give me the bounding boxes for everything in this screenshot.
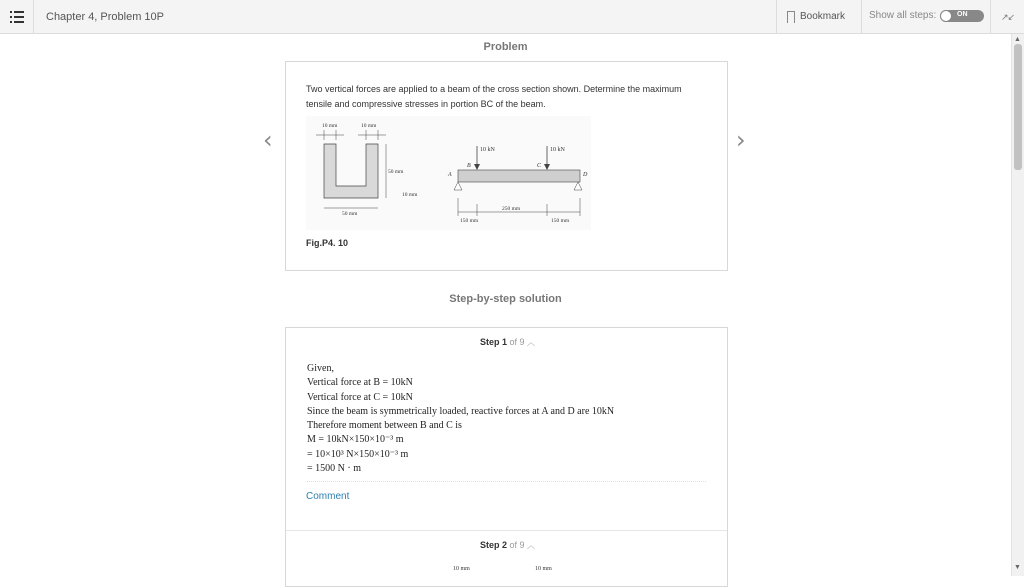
chapter-title: Chapter 4, Problem 10P: [46, 11, 165, 23]
comment-link[interactable]: Comment: [306, 491, 350, 502]
menu-button[interactable]: [0, 0, 34, 34]
dim-10mm-left: 10 mm: [322, 123, 338, 129]
solution-heading: Step-by-step solution: [449, 293, 562, 305]
point-c-label: C: [537, 163, 542, 169]
solution-line: M = 10kN×150×10⁻³ m: [307, 434, 404, 446]
toggle-knob: [940, 10, 952, 22]
bookmark-button[interactable]: [776, 0, 862, 34]
chevron-up-icon[interactable]: ︿: [527, 541, 536, 550]
dim-10mm-bottom: 10 mm: [402, 192, 418, 198]
show-all-steps-toggle[interactable]: [940, 10, 984, 22]
point-a-label: A: [448, 172, 452, 178]
problem-card: [285, 61, 728, 271]
force-c-label: 10 kN: [550, 147, 565, 153]
point-b-label: B: [467, 163, 471, 169]
solution-line: = 1500 N · m: [307, 463, 361, 475]
scroll-down-icon[interactable]: ▼: [1014, 564, 1021, 571]
vertical-scrollbar[interactable]: [1011, 34, 1024, 576]
solution-line: Therefore moment between B and C is: [307, 420, 462, 432]
scrollbar-thumb[interactable]: [1014, 44, 1022, 170]
prev-glyph: ‹: [263, 126, 273, 154]
solution-line: Vertical force at C = 10kN: [307, 391, 413, 403]
point-d-label: D: [583, 172, 588, 178]
solution-separator: [307, 481, 706, 482]
problem-heading: Problem: [483, 41, 528, 53]
span-mid-label: 250 mm: [502, 206, 521, 212]
step1-label: Step 1: [479, 337, 507, 347]
step2-header[interactable]: [286, 540, 729, 551]
solution-line: Since the beam is symmetrically loaded, reactive forces at A and D are 10kN: [307, 405, 615, 417]
step2-label: Step 2: [479, 540, 507, 550]
dim-50mm-width: 50 mm: [342, 211, 358, 217]
step1-card: [285, 327, 728, 587]
step2-dim-left: 10 mm: [453, 566, 470, 572]
bookmark-icon: [787, 11, 795, 23]
prev-arrow-icon[interactable]: [263, 126, 273, 154]
step1-of-text: of 9: [509, 337, 525, 347]
collapse-button[interactable]: [990, 0, 1024, 34]
chevron-up-icon[interactable]: ︿: [527, 338, 536, 347]
dim-50mm-height: 50 mm: [388, 169, 404, 175]
solution-line: = 10×10³ N×150×10⁻³ m: [307, 448, 409, 460]
figure-label: Fig.P4. 10: [306, 238, 349, 248]
step2-of-text: of 9: [509, 540, 525, 550]
step1-header[interactable]: [286, 337, 729, 348]
scroll-up-icon[interactable]: ▲: [1014, 36, 1021, 43]
problem-text: Two vertical forces are applied to a beam of the cross section shown. Determine the maximum tensile and compressive stresses in portion BC of the beam.: [306, 84, 682, 109]
next-glyph: ›: [736, 126, 746, 154]
top-bar: [0, 0, 1024, 34]
show-all-steps-label: Show all steps:: [869, 10, 937, 21]
step1-solution-text: [307, 362, 614, 476]
collapse-icon: ↗↙: [1000, 12, 1015, 22]
solution-line: Given,: [307, 363, 334, 374]
span-left-label: 150 mm: [460, 218, 479, 224]
step-divider: [286, 530, 727, 531]
toggle-state: ON: [957, 11, 968, 18]
span-right-label: 150 mm: [551, 218, 570, 224]
solution-line: Vertical force at B = 10kN: [307, 377, 413, 389]
next-arrow-icon[interactable]: [736, 126, 746, 154]
dim-10mm-right: 10 mm: [361, 123, 377, 129]
bookmark-label: Bookmark: [800, 11, 846, 22]
step2-dim-right: 10 mm: [535, 566, 552, 572]
force-b-label: 10 kN: [480, 147, 495, 153]
problem-figure: [306, 116, 591, 230]
